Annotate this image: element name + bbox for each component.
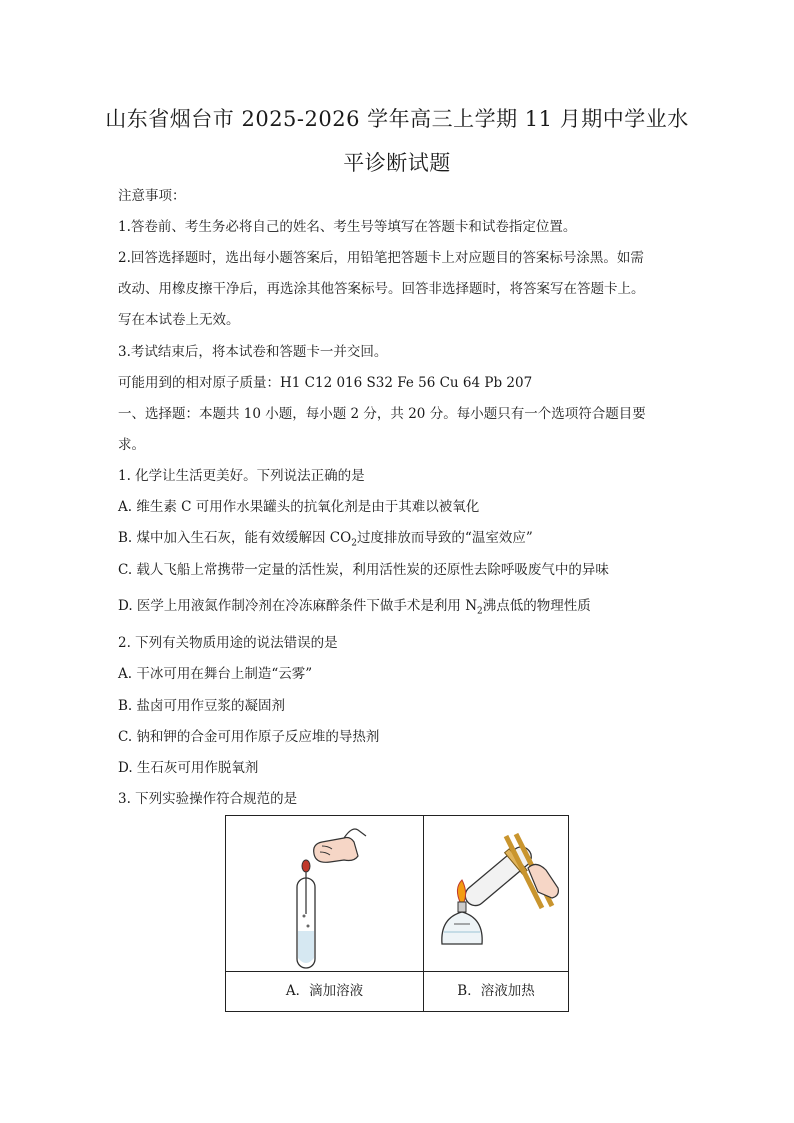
notice-item-2-line1: 2.回答选择题时，选出每小题答案后，用铅笔把答题卡上对应题目的答案标号涂黑。如需 bbox=[118, 250, 644, 266]
notice-item-2-line2: 改动、用橡皮擦干净后，再选涂其他答案标号。回答非选择题时，将答案写在答题卡上。 bbox=[118, 281, 645, 297]
exam-title-line1: 山东省烟台市 2025-2026 学年高三上学期 11 月期中学业水 bbox=[105, 107, 689, 131]
dropper-test-tube-icon bbox=[226, 816, 423, 971]
section1-heading-line2: 求。 bbox=[118, 437, 145, 453]
q1-option-d bbox=[118, 597, 678, 621]
alcohol-lamp-test-tube-icon bbox=[424, 816, 568, 971]
q2-option-a: A. 干冰可用在舞台上制造“云雾” bbox=[118, 666, 313, 682]
section1-heading-line1: 一、选择题：本题共 10 小题，每小题 2 分，共 20 分。每小题只有一个选项符合题目要 bbox=[118, 406, 646, 422]
q3-option-a-caption: A．滴加溶液 bbox=[285, 983, 364, 999]
notice-item-3: 3.考试结束后，将本试卷和答题卡一并交回。 bbox=[118, 344, 388, 360]
q1-stem: 1. 化学让生活更美好。下列说法正确的是 bbox=[118, 468, 365, 484]
q1-option-b-sub: 2 bbox=[351, 538, 357, 549]
q1-option-b bbox=[118, 529, 678, 553]
q3-options-table bbox=[225, 815, 569, 1012]
q2-option-b: B. 盐卤可用作豆浆的凝固剂 bbox=[118, 698, 286, 714]
exam-title-line2: 平诊断试题 bbox=[343, 151, 451, 175]
notice-heading: 注意事项： bbox=[118, 188, 186, 204]
illustration-heating-solution bbox=[424, 816, 568, 971]
q1-option-d-pre: D. 医学上用液氮作制冷剂在冷冻麻醉条件下做手术是利用 N bbox=[118, 598, 478, 614]
q2-option-c: C. 钠和钾的合金可用作原子反应堆的导热剂 bbox=[118, 729, 380, 745]
atomic-mass-line: 可能用到的相对原子质量：H1 C12 016 S32 Fe 56 Cu 64 Pb 207 bbox=[118, 375, 533, 391]
q3-option-b-caption: B．溶液加热 bbox=[457, 983, 535, 999]
q1-option-d-sub: 2 bbox=[477, 606, 483, 617]
illustration-dropping-solution bbox=[226, 816, 423, 971]
q2-stem: 2. 下列有关物质用途的说法错误的是 bbox=[118, 635, 338, 651]
q1-option-b-post: 过度排放而导致的“温室效应” bbox=[356, 530, 533, 546]
q2-option-d: D. 生石灰可用作脱氧剂 bbox=[118, 760, 259, 776]
q3-stem: 3. 下列实验操作符合规范的是 bbox=[118, 791, 298, 807]
q1-option-d-post: 沸点低的物理性质 bbox=[482, 598, 591, 614]
notice-item-1: 1.答卷前、考生务必将自己的姓名、考生号等填写在答题卡和试卷指定位置。 bbox=[118, 219, 577, 235]
q1-option-a: A. 维生素 C 可用作水果罐头的抗氧化剂是由于其难以被氧化 bbox=[118, 499, 480, 515]
q1-option-c: C. 载人飞船上常携带一定量的活性炭，利用活性炭的还原性去除呼吸废气中的异味 bbox=[118, 562, 609, 578]
q1-option-b-pre: B. 煤中加入生石灰，能有效缓解因 CO bbox=[118, 530, 352, 546]
notice-item-2-line3: 写在本试卷上无效。 bbox=[118, 312, 240, 328]
